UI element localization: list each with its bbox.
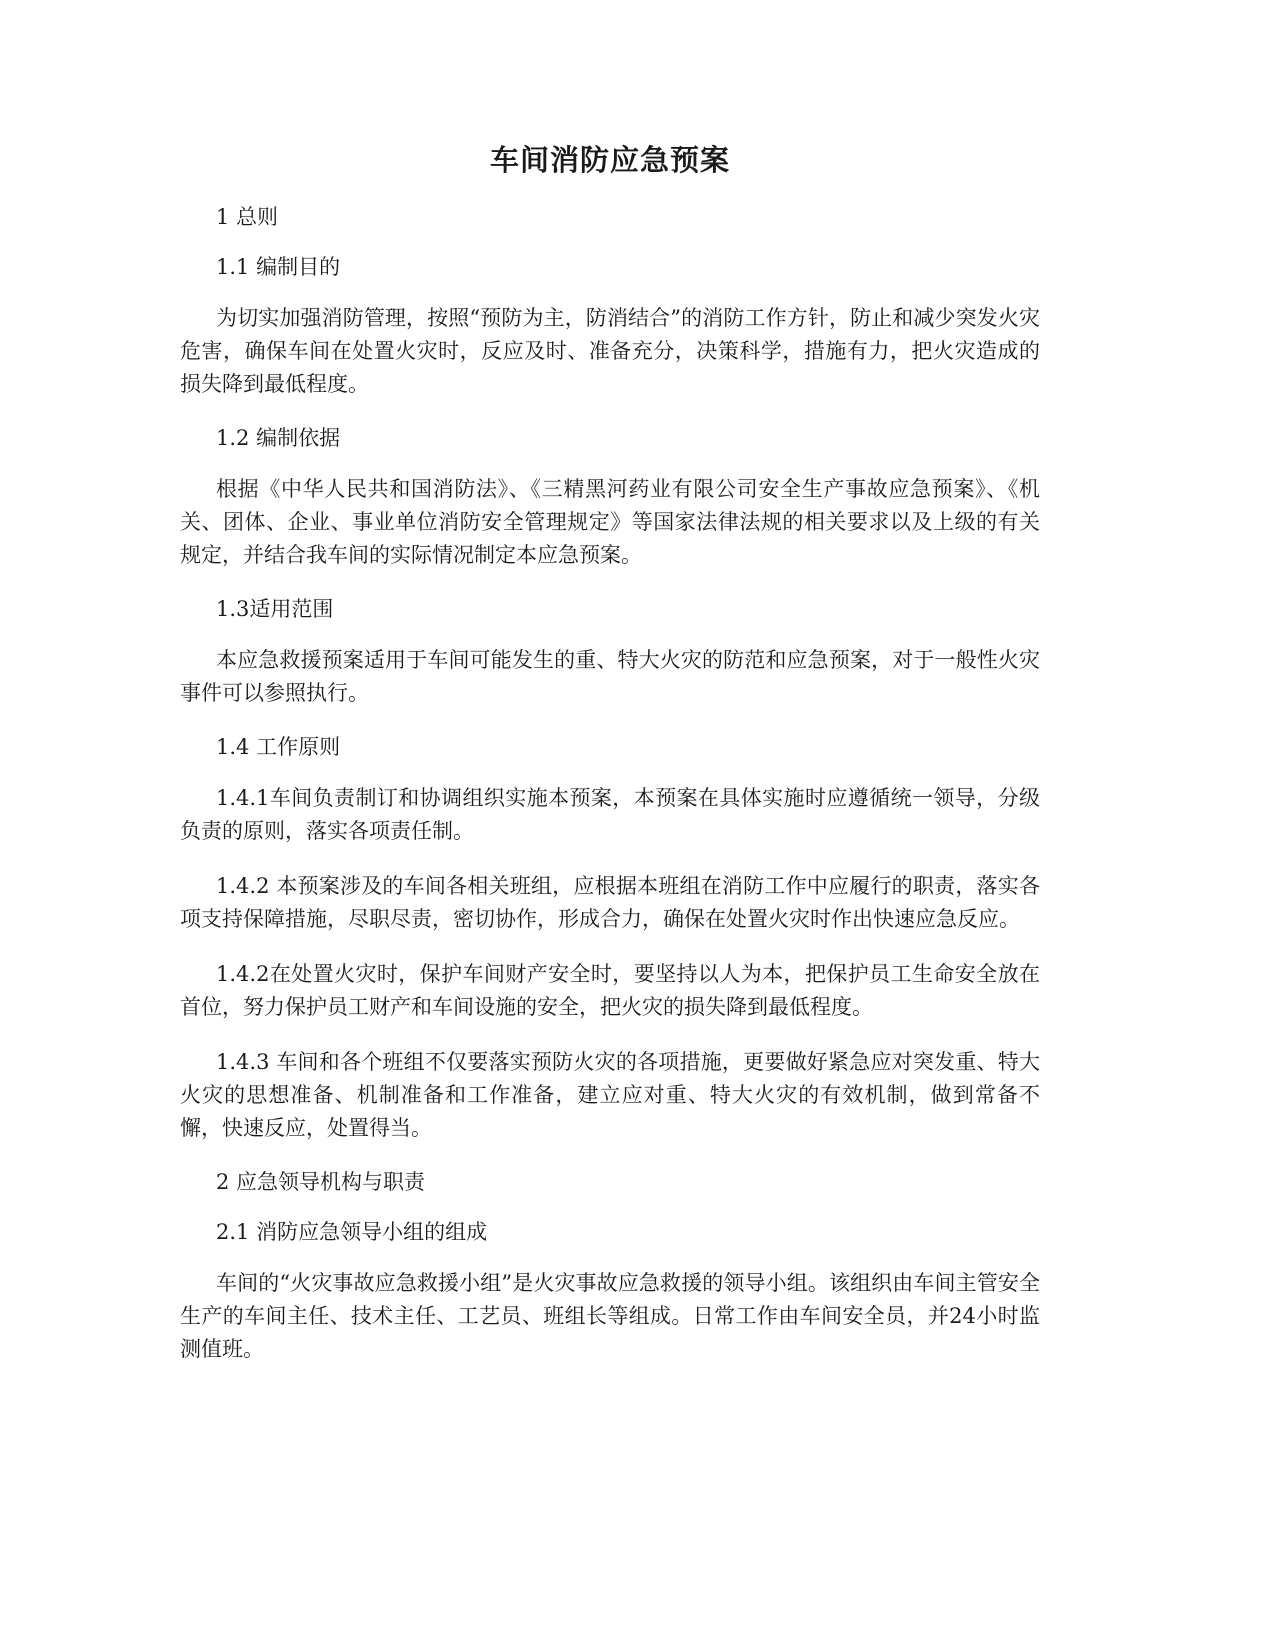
subsection-heading: 2.1 消防应急领导小组的组成 bbox=[216, 1220, 488, 1244]
document-page bbox=[180, 140, 1040, 1388]
body-paragraph: 1.4.3 车间和各个班组不仅要落实预防火灾的各项措施，更要做好紧急应对突发重、特大火灾的思想准备、机制准备和工作准备，建立应对重、特大火灾的有效机制，做到常备不懈，快速反应，处置得当。 bbox=[180, 1050, 1040, 1140]
section-heading: 1 总则 bbox=[216, 205, 279, 229]
document-title: 车间消防应急预案 bbox=[489, 143, 730, 177]
body-paragraph: 1.4.2 本预案涉及的车间各相关班组，应根据本班组在消防工作中应履行的职责，落实各项支持保障措施，尽职尽责，密切协作，形成合力，确保在处置火灾时作出快速应急反应。 bbox=[180, 874, 1040, 931]
body-paragraph: 为切实加强消防管理，按照“预防为主，防消结合”的消防工作方针，防止和减少突发火灾危害，确保车间在处置火灾时，反应及时、准备充分，决策科学，措施有力，把火灾造成的损失降到最低程度。 bbox=[180, 306, 1040, 396]
body-paragraph: 根据《中华人民共和国消防法》、《三精黑河药业有限公司安全生产事故应急预案》、《机关、团体、企业、事业单位消防安全管理规定》等国家法律法规的相关要求以及上级的有关规定，并结合我车间的实际情况制定本应急预案。 bbox=[180, 477, 1040, 567]
subsection-heading: 1.3适用范围 bbox=[216, 597, 334, 621]
subsection-heading: 1.4 工作原则 bbox=[216, 735, 341, 759]
body-paragraph: 1.4.2在处置火灾时，保护车间财产安全时，要坚持以人为本，把保护员工生命安全放在首位，努力保护员工财产和车间设施的安全，把火灾的损失降到最低程度。 bbox=[180, 962, 1040, 1019]
body-paragraph: 车间的“火灾事故应急救援小组”是火灾事故应急救援的领导小组。该组织由车间主管安全生产的车间主任、技术主任、工艺员、班组长等组成。日常工作由车间安全员，并24小时监测值班。 bbox=[180, 1271, 1040, 1361]
body-paragraph: 本应急救援预案适用于车间可能发生的重、特大火灾的防范和应急预案，对于一般性火灾事件可以参照执行。 bbox=[180, 648, 1040, 705]
subsection-heading: 1.2 编制依据 bbox=[216, 426, 341, 450]
section-heading: 2 应急领导机构与职责 bbox=[216, 1170, 426, 1194]
body-paragraph: 1.4.1车间负责制订和协调组织实施本预案，本预案在具体实施时应遵循统一领导，分级负责的原则，落实各项责任制。 bbox=[180, 786, 1040, 843]
subsection-heading: 1.1 编制目的 bbox=[216, 255, 341, 279]
